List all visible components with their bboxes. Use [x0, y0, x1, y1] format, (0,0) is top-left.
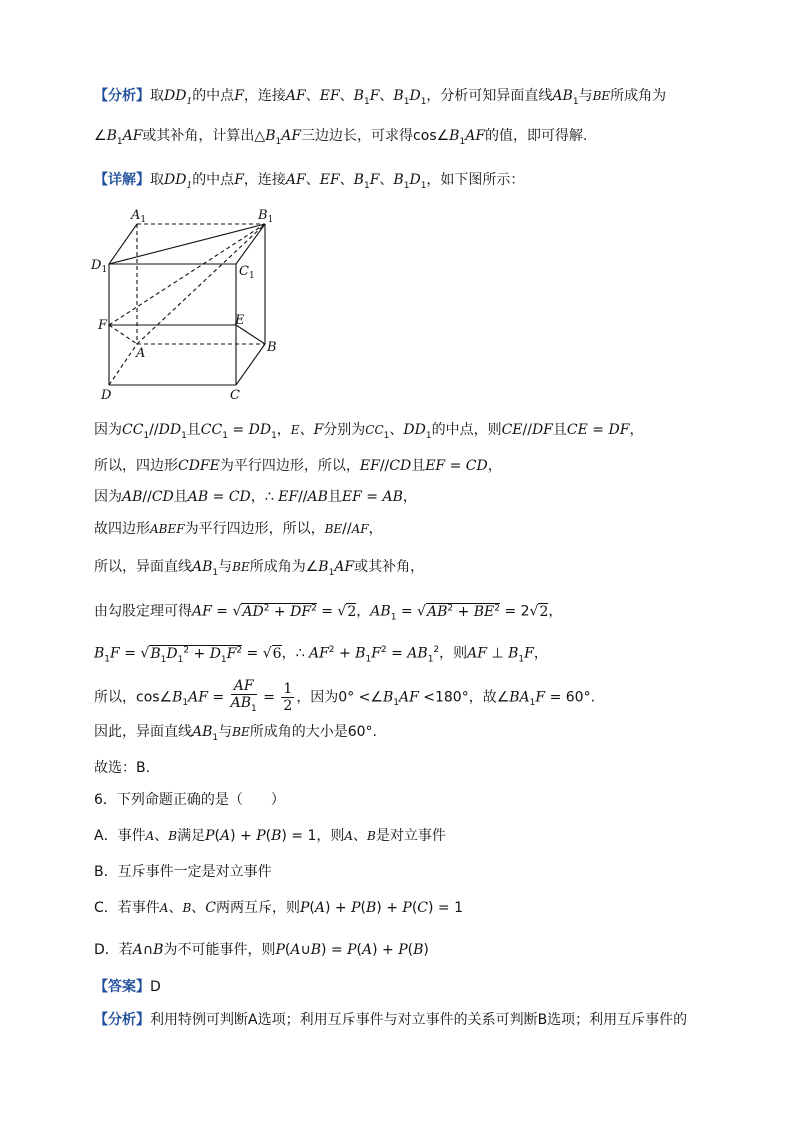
label-b: B: [267, 340, 277, 355]
analysis-label-2: 【分析】: [94, 1012, 150, 1028]
label-f: F: [98, 318, 108, 333]
option-b: B．互斥事件一定是对立事件: [94, 864, 272, 880]
label-d: D: [101, 388, 112, 403]
step-9: 因此，异面直线$AB_1$与BE所成角的大小是60°.: [94, 724, 377, 743]
label-a: A: [136, 346, 146, 361]
step-7: $B_1F = √B_1D_1^2 + D_1F^2 = √6$，∴ $AF^2 + B_1F^2 = AB_1^2$，则AF ⊥ $B_1F$，: [94, 645, 548, 665]
analysis-line-1: 【分析】取$DD_1$的中点F，连接AF、EF、$B_1F$、$B_1D_1$，分析可知异面直线$AB_1$与BE所成角为: [94, 88, 667, 107]
label-d1: $D_1$: [91, 258, 108, 275]
option-a: A．事件A、B满足P(A) + P(B) = 1，则A、B是对立事件: [94, 828, 446, 844]
step-4: 故四边形ABEF为平行四边形，所以，BE//AF，: [94, 521, 383, 537]
label-a1: $A_1$: [131, 208, 147, 225]
detail-intro: 【详解】取$DD_1$的中点F，连接AF、EF、$B_1F$、$B_1D_1$，如下图所示：: [94, 172, 525, 191]
analysis-2-text: 利用特例可判断A选项；利用互斥事件与对立事件的关系可判断B选项；利用互斥事件的: [150, 1012, 688, 1028]
segment-fa: [109, 325, 137, 344]
option-c: C．若事件A、B、C两两互斥，则P(A) + P(B) + P(C) = 1: [94, 900, 463, 916]
step-1: 因为$CC_1//DD_1$且$CC_1 = DD_1$，E、F分别为$CC_1$、$DD_1$的中点，则CE//DF且CE = DF，: [94, 422, 644, 441]
analysis-label: 【分析】: [94, 88, 150, 104]
label-b1: $B_1$: [258, 208, 274, 225]
edge-cb: [236, 344, 265, 385]
answer-value: D: [150, 979, 161, 995]
answer-line: [94, 977, 161, 997]
label-c1: $C_1$: [239, 264, 255, 281]
step-3: 因为AB//CD且AB = CD，∴ EF//AB且EF = AB，: [94, 489, 417, 505]
step-5: 所以，异面直线$AB_1$与BE所成角为$\angle B_1AF$或其补角，: [94, 559, 425, 578]
analysis-2: [94, 1010, 687, 1030]
cube-figure: [88, 203, 288, 403]
answer-label: 【答案】: [94, 979, 150, 995]
label-c: C: [230, 388, 240, 403]
label-e: E: [235, 313, 245, 328]
step-8: 所以，$\cos\angle B_1AF$ = $\frac{AF}{AB_1}$ = $\frac{1}{2}$ ，因为$0^\circ <\angle B_1AF <180^\circ$，故$\angle BA_1F = 60^\circ$.: [94, 678, 596, 714]
step-6: 由勾股定理可得AF = $√AD^2 + DF^2 = √2$，$AB_1 = √AB^2 + BE^2 = 2√2$，: [94, 603, 563, 623]
question-6-stem: 6．下列命题正确的是（ ）: [94, 792, 285, 808]
edge-da: [109, 344, 137, 385]
step-2: 所以，四边形CDFE为平行四边形，所以，EF//CD且EF = CD，: [94, 458, 502, 474]
step-10: 故选：B.: [94, 760, 151, 776]
option-d: D．若A∩B为不可能事件，则P(A∪B) = P(A) + P(B): [94, 942, 429, 958]
segment-ab1: [137, 224, 265, 344]
analysis-line-2: $\angle B_1AF$或其补角，计算出$\triangle B_1AF$三边边长，可求得$\cos\angle B_1AF$的值，即可得解.: [94, 128, 588, 147]
detail-label: 【详解】: [94, 172, 150, 188]
